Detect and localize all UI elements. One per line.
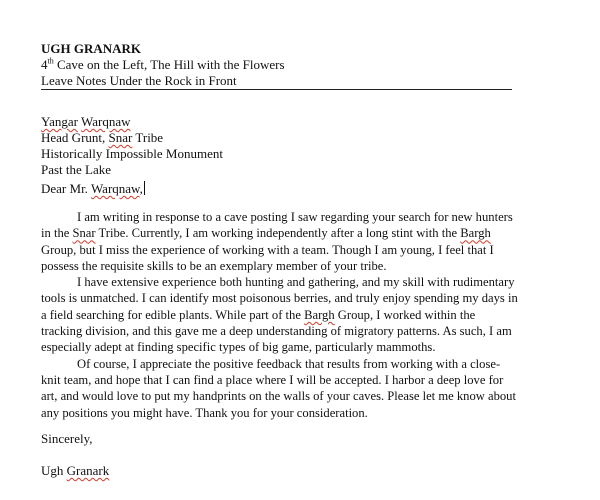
recipient-title-suffix: Tribe [132,130,164,145]
salutation-prefix: Dear Mr. [41,181,91,196]
salutation-name: Warqnaw [90,181,140,196]
p1-snar: Snar [72,226,96,241]
p2-bargh: Bargh [304,307,335,322]
sender-address-line-2: Leave Notes Under the Rock in Front [41,73,237,88]
recipient-tribe-name: Snar [108,130,133,145]
salutation [41,181,145,197]
recipient-address-block [41,114,511,178]
address-line-1-rest: Cave on the Left, The Hill with the Flowers [53,57,285,72]
signature-last: Granark [66,463,110,478]
signature-first: Ugh [41,463,64,478]
body-paragraph-2 [41,274,519,355]
letter-body [41,209,519,421]
recipient-title [41,130,511,146]
p1-text-b: Tribe. Currently, I am working independently after a long stint with the [95,226,461,241]
signature [41,463,109,479]
sender-address-line-1 [41,57,511,73]
p1-text-a: I am writing in response to a cave posting I saw regarding your search for new hunters in the [41,210,513,241]
body-paragraph-1 [41,209,519,274]
p2-text-a: I have extensive experience both hunting and gathering, and my skill with rudimentary tools is unmatched. I can identify most poisonous berries, and truly enjoy spending my days in a field searching for edible plants. While part of the [41,275,518,322]
salutation-punct: , [139,181,143,196]
recipient-last-name: Warqnaw [80,114,131,129]
recipient-first-name: Yangar [41,114,78,129]
closing: Sincerely, [41,431,93,446]
text-cursor [144,181,145,195]
letterhead-divider [41,89,512,90]
letterhead [41,40,511,89]
recipient-location-1: Historically Impossible Monument [41,146,223,161]
recipient-location-2: Past the Lake [41,162,112,177]
address-number: 4 [41,57,48,72]
recipient-title-prefix: Head Grunt, [41,130,109,145]
p1-text-c: Group, but I miss the experience of working with a team. Though I am young, I feel that I possess the requisite skills to be an exemplary member of your tribe. [41,242,494,273]
recipient-name [41,114,511,130]
p2-text-b: Group, I worked within the tracking division, and this gave me a deep understanding of migratory patterns. As such, I am especially adept at finding specific types of big game, particularly mammoths. [41,307,512,355]
sender-name: UGH GRANARK [41,41,142,56]
p1-bargh: Bargh [460,226,491,241]
address-ordinal-suffix: th [47,56,54,66]
body-paragraph-3: Of course, I appreciate the positive feedback that results from working with a close-knit team, and hope that I can find a place where I will be accepted. I harbor a deep love for art, and would love to put my handprints on the walls of your caves. Please let me know about any positions you might have. Thank you for your consideration. [41,356,516,420]
